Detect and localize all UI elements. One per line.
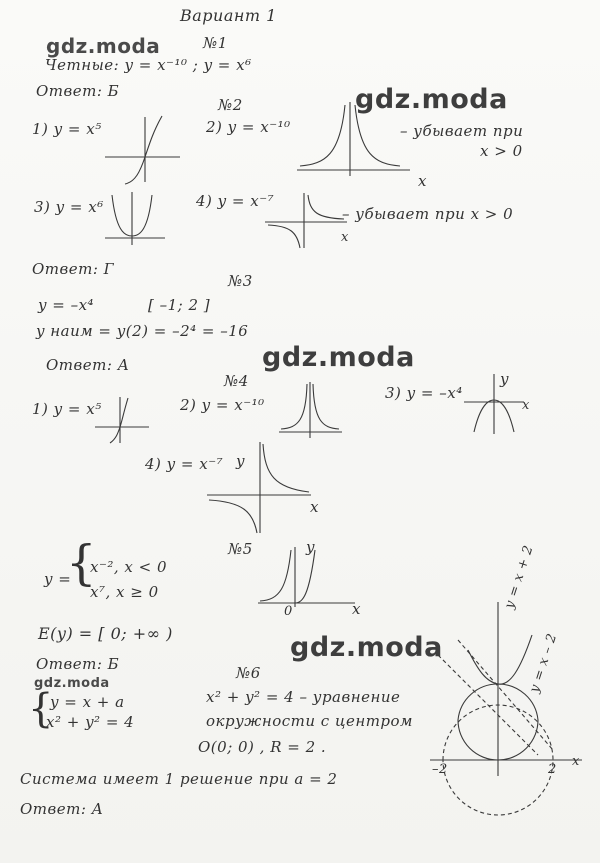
task6-axis-x-label: x — [572, 754, 580, 769]
task6-equation-line: x² + y² = 4 – уравнение — [206, 688, 401, 706]
task4-axis-x-label: x — [522, 398, 530, 413]
task2-function-3: 3) y = x⁶ — [34, 198, 104, 216]
graph-piecewise — [255, 545, 360, 610]
task5-case-2: x⁷, x ≥ 0 — [90, 583, 159, 601]
task2-answer: Ответ: Г — [32, 260, 115, 278]
task2-note-decreasing: – убывает при — [400, 122, 524, 140]
task4-axis-x-label-2: x — [310, 498, 319, 516]
task5-axis-y-label: y — [306, 538, 315, 556]
task3-function: y = –x⁴ — [38, 296, 95, 314]
task6-conclusion: Система имеет 1 решение при a = 2 — [20, 770, 338, 788]
task2-note-decreasing-2: – убывает при x > 0 — [342, 205, 514, 223]
task6-tick-neg: –2 — [432, 762, 448, 777]
task2-note-condition: x > 0 — [480, 142, 523, 160]
task6-answer: Ответ: А — [20, 800, 104, 818]
task1-answer: Ответ: Б — [36, 82, 120, 100]
task5-answer: Ответ: Б — [36, 655, 120, 673]
task5-y-equals: y = — [44, 570, 72, 588]
graph-x6 — [100, 190, 170, 250]
task4-axis-y-label-2: y — [236, 452, 245, 470]
graph-x5 — [100, 112, 185, 187]
task4-axis-y-label: y — [500, 370, 509, 388]
graph-circle-lines — [428, 600, 586, 778]
task2-number: №2 — [218, 96, 243, 114]
task6-circle-line: окружности с центром — [206, 712, 413, 730]
task3-answer: Ответ: А — [46, 356, 130, 374]
task6-center-line: O(0; 0) , R = 2 . — [198, 738, 327, 756]
task5-case-1: x⁻², x < 0 — [90, 558, 168, 576]
watermark: gdz.moda — [46, 34, 161, 58]
graph-minus-x4 — [462, 372, 527, 437]
task6-line-label-1: y = x + 2 — [502, 543, 537, 611]
watermark: gdz.moda — [262, 342, 415, 373]
task6-brace: { — [28, 686, 54, 732]
task5-axis-x-label: x — [352, 600, 361, 618]
graph-x5-task4 — [92, 395, 152, 445]
task5-brace: { — [66, 535, 98, 591]
task4-number: №4 — [224, 372, 249, 390]
task3-number: №3 — [228, 272, 253, 290]
variant-heading: Вариант 1 — [180, 6, 277, 25]
watermark: gdz.moda — [290, 632, 443, 663]
watermark: gdz.moda — [355, 84, 508, 115]
task1-number: №1 — [203, 34, 228, 52]
graph-x-minus10-task4 — [276, 380, 346, 440]
task2-axis-x-label-2: x — [341, 230, 349, 245]
task6-tick-pos: 2 — [548, 762, 557, 777]
task2-function-2: 2) y = x⁻¹⁰ — [206, 118, 291, 136]
task2-function-1: 1) y = x⁵ — [32, 120, 102, 138]
task3-interval: [ –1; 2 ] — [148, 296, 211, 314]
task6-system-2: x² + y² = 4 — [46, 713, 135, 731]
task6-line-label-2: y = x – 2 — [527, 631, 561, 695]
graph-x-minus7-task4 — [205, 440, 315, 535]
task3-min-value: y наим = y(2) = –2⁴ = –16 — [36, 322, 249, 340]
task2-axis-x-label: x — [418, 172, 427, 190]
graph-x-minus10 — [295, 100, 415, 180]
task6-system-1: y = x + a — [50, 693, 125, 711]
task1-even-functions: Четные: y = x⁻¹⁰ ; y = x⁶ — [45, 56, 252, 74]
task5-range: E(y) = [ 0; +∞ ) — [38, 624, 173, 643]
task5-origin-label: 0 — [284, 604, 293, 619]
task6-number: №6 — [236, 664, 261, 682]
task2-function-4: 4) y = x⁻⁷ — [196, 192, 275, 210]
task4-function-1: 1) y = x⁵ — [32, 400, 102, 418]
task4-function-3: 3) y = –x⁴ — [385, 384, 463, 402]
task4-function-2: 2) y = x⁻¹⁰ — [180, 396, 265, 414]
task5-number: №5 — [228, 540, 253, 558]
watermark: gdz.moda — [34, 676, 110, 691]
task4-function-4: 4) y = x⁻⁷ — [145, 455, 224, 473]
